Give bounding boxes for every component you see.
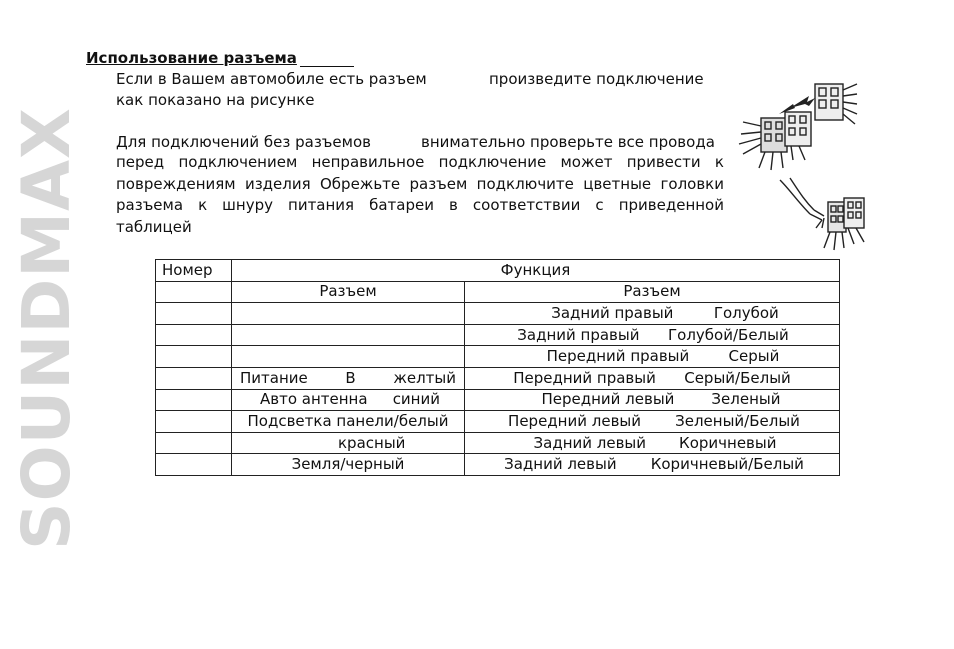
table-row bbox=[156, 367, 840, 389]
row-right-color: Зеленый/Белый bbox=[675, 411, 800, 430]
row-number bbox=[156, 367, 232, 389]
row-right-color: Серый/Белый bbox=[684, 368, 791, 387]
table-row bbox=[156, 432, 840, 454]
table-row bbox=[156, 303, 840, 325]
row-left bbox=[232, 367, 465, 389]
row-left-color: желтый bbox=[393, 368, 456, 387]
para2-part-a: Для подключений без разъемов bbox=[116, 133, 371, 151]
row-left bbox=[232, 432, 465, 454]
row-right bbox=[465, 454, 840, 476]
table-row bbox=[156, 389, 840, 411]
row-number bbox=[156, 432, 232, 454]
row-left bbox=[232, 346, 465, 368]
connector-plug-illustration bbox=[735, 66, 861, 176]
row-number bbox=[156, 389, 232, 411]
section-heading: Использование разъема bbox=[86, 49, 297, 67]
row-right-position: Передний левый bbox=[541, 390, 675, 409]
row-right-color: Голубой bbox=[713, 303, 779, 322]
table-row bbox=[156, 346, 840, 368]
row-right bbox=[465, 324, 840, 346]
row-number bbox=[156, 454, 232, 476]
subheader-left: Разъем bbox=[232, 281, 465, 303]
row-left-color: красный bbox=[338, 433, 406, 452]
para2-line3: повреждениям изделия Обрежьте разъем подключите цветные головки bbox=[116, 175, 724, 193]
row-right-position: Передний правый bbox=[513, 368, 656, 387]
row-number bbox=[156, 303, 232, 325]
row-right-color: Голубой/Белый bbox=[668, 325, 789, 344]
row-right bbox=[465, 303, 840, 325]
row-right-position: Передний правый bbox=[546, 347, 690, 366]
para1-part-c: как показано на рисунке bbox=[116, 91, 315, 109]
row-right-position: Задний правый bbox=[551, 303, 674, 322]
row-left bbox=[232, 389, 465, 411]
para2-line5: таблицей bbox=[116, 218, 192, 236]
row-right-position: Задний левый bbox=[504, 455, 617, 474]
subheader-right: Разъем bbox=[465, 281, 840, 303]
row-left bbox=[232, 303, 465, 325]
function-table bbox=[155, 259, 840, 476]
subheader-number-cell bbox=[156, 281, 232, 303]
wire-cutter-illustration bbox=[776, 176, 872, 254]
brand-watermark bbox=[7, 48, 85, 608]
row-left-code: В bbox=[345, 368, 356, 387]
row-right bbox=[465, 389, 840, 411]
row-left-color: синий bbox=[392, 390, 440, 409]
table-row bbox=[156, 324, 840, 346]
row-left bbox=[232, 324, 465, 346]
row-right-color: Серый bbox=[728, 347, 780, 366]
row-left-label: Авто антенна bbox=[260, 390, 368, 409]
row-right bbox=[465, 367, 840, 389]
header-function: Функция bbox=[232, 260, 840, 282]
table-row bbox=[156, 411, 840, 433]
para2-line4: разъема к шнуру питания батареи в соответствии с приведенной bbox=[116, 196, 724, 214]
row-right-position: Задний левый bbox=[533, 433, 647, 452]
table-header-row bbox=[156, 260, 840, 282]
para1-part-b: произведите подключение bbox=[489, 70, 704, 88]
brand-text: SOUNDMAX bbox=[7, 106, 85, 550]
table-row bbox=[156, 454, 840, 476]
table-subheader-row bbox=[156, 281, 840, 303]
row-number bbox=[156, 411, 232, 433]
heading-underline bbox=[300, 66, 354, 67]
row-right-position: Передний левый bbox=[508, 411, 641, 430]
row-number bbox=[156, 346, 232, 368]
row-left-label: Питание bbox=[240, 368, 308, 387]
para2-part-b: внимательно проверьте все провода bbox=[421, 133, 715, 151]
header-number: Номер bbox=[156, 260, 232, 282]
row-right bbox=[465, 346, 840, 368]
row-right-color: Коричневый/Белый bbox=[650, 455, 804, 474]
row-left: Земля/черный bbox=[232, 454, 465, 476]
row-right-color: Зеленый bbox=[711, 390, 781, 409]
para2-line2: перед подключением неправильное подключение может привести к bbox=[116, 153, 724, 171]
row-right-position: Задний правый bbox=[517, 325, 640, 344]
para1-part-a: Если в Вашем автомобиле есть разъем bbox=[116, 70, 427, 88]
row-right bbox=[465, 432, 840, 454]
row-right-color: Коричневый bbox=[679, 433, 777, 452]
row-number bbox=[156, 324, 232, 346]
row-right bbox=[465, 411, 840, 433]
row-left: Подсветка панели/белый bbox=[232, 411, 465, 433]
